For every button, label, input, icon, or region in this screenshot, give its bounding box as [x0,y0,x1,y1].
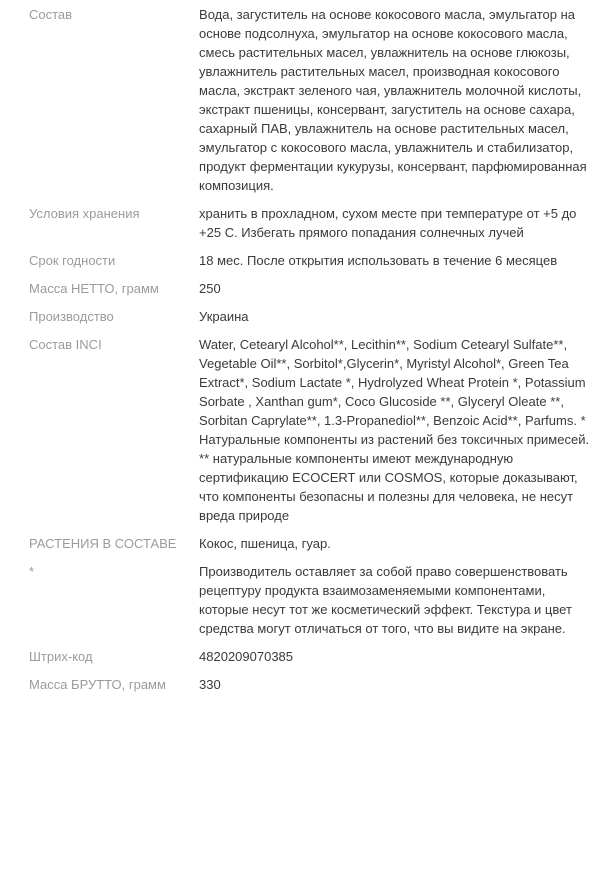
spec-row-gross-weight [0,670,595,698]
spec-value: Вода, загуститель на основе кокосового масла, эмульгатор на основе подсолнуха, эмульгатор на основе кокосового масла, смесь растительных масел, увлажнитель на основе глюкозы, увлажнитель растительных масел, производная кокосового масла, экстракт зеленого чая, увлажнитель молочной кислоты, экстракт пшеницы, консервант, загуститель на основе сахара, сахарный ПАВ, увлажнитель на основе растительных масел, эмульгатор с кокосового масла, увлажнитель и стабилизатор, продукт ферментации кукурузы, консервант, парфюмированная композиция. [199,7,587,193]
spec-value: Water, Cetearyl Alcohol**, Lecithin**, Sodium Cetearyl Sulfate**, Vegetable Oil**, Sorbitol*,Glycerin*, Myristyl Alcohol*, Green Tea Extract*, Sodium Lactate *, Hydrolyzed Wheat Protein *, Potassium Sorbate , Xanthan gum*, Coco Glucoside **, Glyceryl Oleate **, Sorbitan Caprylate**, 1.3-Propanediol**, Benzoic Acid**, Parfums. * Натуральные компоненты из растений без токсичных примесей. ** натуральные компоненты имеют международную сертификацию ECOCERT или COSMOS, которые доказывают, что компоненты безопасны и полезны для человека, не несут вреда природе [199,337,590,523]
spec-value: 4820209070385 [199,649,294,664]
spec-label: РАСТЕНИЯ В СОСТАВЕ [29,536,177,551]
spec-row-plants [0,529,595,557]
spec-label: Срок годности [29,253,116,268]
spec-row-composition [0,0,595,199]
spec-label: Штрих-код [29,649,93,664]
spec-row-inci [0,330,595,529]
spec-label: Производство [29,309,114,324]
spec-row-note [0,557,595,642]
spec-value: 250 [199,281,221,296]
spec-value: 330 [199,677,221,692]
spec-label: Масса БРУТТО, грамм [29,677,166,692]
spec-label: * [29,564,35,579]
spec-value: 18 мес. После открытия использовать в течение 6 месяцев [199,253,558,268]
spec-value: Производитель оставляет за собой право совершенствовать рецептуру продукта взаимозаменяемыми компонентами, которые несут тот же косметический эффект. Текстура и цвет средства могут отличаться от того, что вы видите на экране. [199,564,572,636]
spec-row-barcode [0,642,595,670]
spec-value: хранить в прохладном, сухом месте при температуре от +5 до +25 С. Избегать прямого попадания солнечных лучей [199,206,577,240]
spec-row-production [0,302,595,330]
spec-label: Состав [29,7,73,22]
spec-row-net-weight [0,274,595,302]
spec-value: Украина [199,309,249,324]
spec-label: Состав INCI [29,337,102,352]
spec-row-storage-conditions [0,199,595,246]
spec-label: Масса НЕТТО, грамм [29,281,159,296]
spec-row-shelf-life [0,246,595,274]
spec-label: Условия хранения [29,206,140,221]
spec-value: Кокос, пшеница, гуар. [199,536,331,551]
